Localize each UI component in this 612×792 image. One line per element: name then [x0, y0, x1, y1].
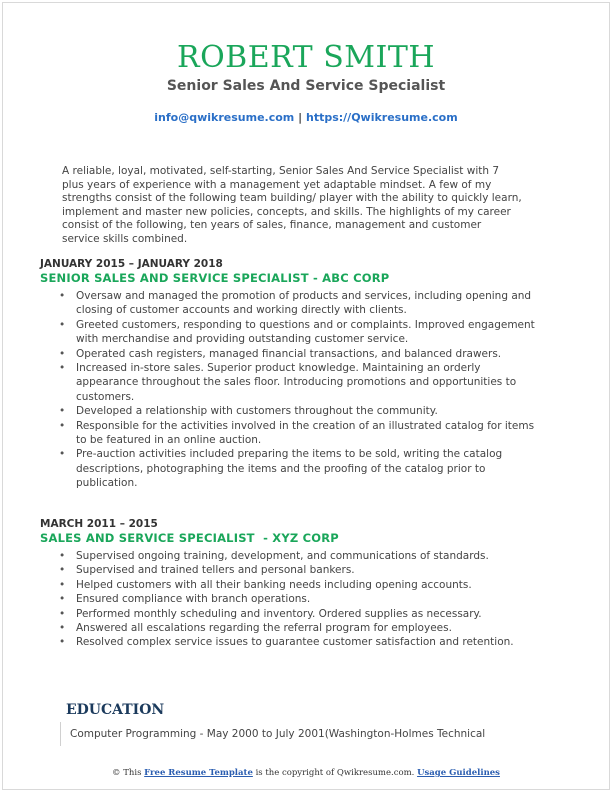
experience-entry: [40, 518, 540, 650]
email-link[interactable]: info@qwikresume.com: [154, 111, 295, 124]
education-heading: EDUCATION: [66, 702, 165, 718]
footer-middle: is the copyright of Qwikresume.com.: [255, 768, 415, 778]
education-entry: Computer Programming - May 2000 to July 2001(Washington-Holmes Technical: [70, 728, 486, 740]
job-bullet: • Supervised and trained tellers and personal bankers.: [76, 563, 540, 577]
experience-entry: [40, 258, 540, 491]
job-dates: MARCH 2011 – 2015: [40, 518, 158, 530]
job-bullet: • Responsible for the activities involved in the creation of an illustrated catalog for items to be featured in an online auction.: [76, 419, 540, 448]
job-bullet: • Developed a relationship with customers throughout the community.: [76, 404, 540, 418]
job-bullet: • Answered all escalations regarding the referral program for employees.: [76, 621, 540, 635]
footer-prefix: © This: [112, 768, 142, 778]
footer-copyright: [0, 768, 612, 778]
job-bullets: [40, 289, 540, 491]
job-bullet: • Ensured compliance with branch operations.: [76, 592, 540, 606]
usage-guidelines-link[interactable]: Usage Guidelines: [417, 768, 500, 778]
candidate-title: Senior Sales And Service Specialist: [166, 78, 446, 94]
job-bullet: • Supervised ongoing training, development, and communications of standards.: [76, 549, 540, 563]
candidate-name: ROBERT SMITH: [176, 40, 436, 75]
summary-paragraph: A reliable, loyal, motivated, self-starting, Senior Sales And Service Specialist with 7 plus years of experience with a management yet adaptable mindset. A few of my strengths consist of the following team building/ player with the ability to quickly learn, implement and master new policies, concepts, and skills. The highlights of my career consist of the following, ten years of sales, finance, management and customer service skills combined.: [62, 165, 522, 245]
education-divider: [60, 722, 61, 746]
contact-separator: |: [298, 111, 303, 124]
job-bullet: • Performed monthly scheduling and inventory. Ordered supplies as necessary.: [76, 607, 540, 621]
job-bullet: • Pre-auction activities included preparing the items to be sold, writing the catalog descriptions, photographing the items and the proofing of the catalog prior to publication.: [76, 447, 540, 490]
job-role: SENIOR SALES AND SERVICE SPECIALIST - ABC CORP: [40, 271, 390, 285]
job-bullet: • Helped customers with all their banking needs including opening accounts.: [76, 578, 540, 592]
job-bullet: • Resolved complex service issues to guarantee customer satisfaction and retention.: [76, 635, 540, 649]
job-bullet: • Oversaw and managed the promotion of products and services, including opening and closing of customer accounts and working directly with clients.: [76, 289, 540, 318]
job-role: SALES AND SERVICE SPECIALIST - XYZ CORP: [40, 531, 339, 545]
job-bullet: • Greeted customers, responding to questions and or complaints. Improved engagement with merchandise and providing outstanding customer service.: [76, 318, 540, 347]
job-bullet: • Increased in-store sales. Superior product knowledge. Maintaining an orderly appearance throughout the sales floor. Introducing promotions and opportunities to customers.: [76, 361, 540, 404]
job-bullets: [40, 549, 540, 650]
website-link[interactable]: https://Qwikresume.com: [305, 111, 458, 124]
job-dates: JANUARY 2015 – JANUARY 2018: [40, 258, 223, 270]
free-resume-template-link[interactable]: Free Resume Template: [144, 768, 253, 778]
contact-line: [0, 111, 612, 124]
job-bullet: • Operated cash registers, managed financial transactions, and balanced drawers.: [76, 347, 540, 361]
